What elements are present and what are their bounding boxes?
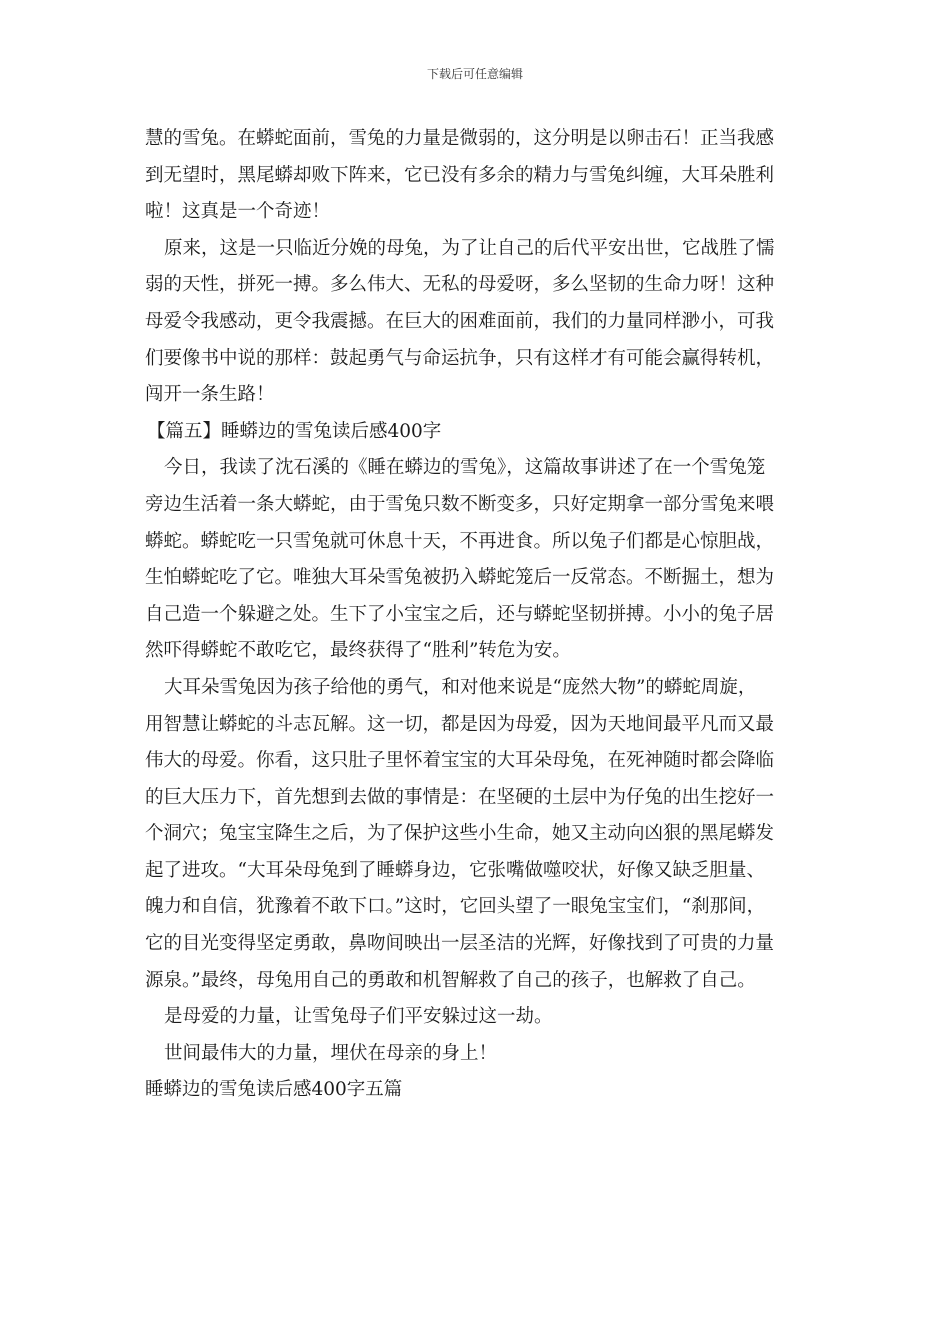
document-title-line: 睡蟒边的雪兔读后感400字五篇 [145,1079,403,1101]
text-line: 用智慧让蟒蛇的斗志瓦解。这一切，都是因为母爱，因为天地间最平凡而又最 [145,713,775,735]
paragraph-start-line: 世间最伟大的力量，埋伏在母亲的身上！ [164,1042,498,1064]
text-line: 源泉。”最终，母兔用自己的勇敢和机智解救了自己的孩子，也解救了自己。 [145,969,756,991]
text-line: 个洞穴；兔宝宝降生之后，为了保护这些小生命，她又主动向凶狠的黑尾蟒发 [145,823,775,845]
text-line: 弱的天性，拼死一搏。多么伟大、无私的母爱呀，多么坚韧的生命力呀！这种 [145,274,775,296]
text-line: 啦！这真是一个奇迹！ [145,201,331,223]
text-line: 闯开一条生路！ [145,384,275,406]
text-line: 生怕蟒蛇吃了它。唯独大耳朵雪兔被扔入蟒蛇笼后一反常态。不断掘土，想为 [145,567,775,589]
page-header: 下载后可任意编辑 [426,67,523,81]
text-line: 起了进攻。“大耳朵母兔到了睡蟒身边，它张嘴做噬咬状，好像又缺乏胆量、 [145,859,765,881]
text-line: 慧的雪兔。在蟒蛇面前，雪兔的力量是微弱的，这分明是以卵击石！正当我感 [145,128,775,149]
text-line: 们要像书中说的那样：鼓起勇气与命运抗争，只有这样才有可能会赢得转机， [145,347,775,369]
text-line: 然吓得蟒蛇不敢吃它，最终获得了“胜利”转危为安。 [145,640,571,662]
paragraph-start-line: 今日，我读了沈石溪的《睡在蟒边的雪兔》，这篇故事讲述了在一个雪兔笼 [164,457,766,479]
paragraph-start-line: 是母爱的力量，让雪兔母子们平安躲过这一劫。 [164,1006,553,1028]
section-heading: 【篇五】睡蟒边的雪兔读后感400字 [147,420,442,442]
paragraph-start-line: 原来，这是一只临近分娩的母兔，为了让自己的后代平安出世，它战胜了懦 [164,237,775,259]
text-line: 的巨大压力下，首先想到去做的事情是：在坚硬的土层中为仔兔的出生挖好一 [145,786,775,808]
text-line: 旁边生活着一条大蟒蛇，由于雪兔只数不断变多，只好定期拿一部分雪兔来喂 [145,493,775,515]
document-body [145,121,809,1109]
text-line: 魄力和自信，犹豫着不敢下口。”这时，它回头望了一眼兔宝宝们，“刹那间， [145,896,766,918]
text-line: 蟒蛇。蟒蛇吃一只雪兔就可休息十天，不再进食。所以兔子们都是心惊胆战， [145,530,775,552]
text-line: 自己造一个躲避之处。生下了小宝宝之后，还与蟒蛇坚韧拼搏。小小的兔子居 [145,603,775,625]
text-line: 伟大的母爱。你看，这只肚子里怀着宝宝的大耳朵母兔，在死神随时都会降临 [145,750,775,772]
text-line: 到无望时，黑尾蟒却败下阵来，它已没有多余的精力与雪兔纠缠，大耳朵胜利 [145,164,775,186]
text-line: 它的目光变得坚定勇敢，鼻吻间映出一层圣洁的光辉，好像找到了可贵的力量 [145,933,775,955]
text-line: 母爱令我感动，更令我震撼。在巨大的困难面前，我们的力量同样渺小，可我 [145,310,775,332]
paragraph-start-line: 大耳朵雪兔因为孩子给他的勇气，和对他来说是“庞然大物”的蟒蛇周旋， [164,676,757,698]
